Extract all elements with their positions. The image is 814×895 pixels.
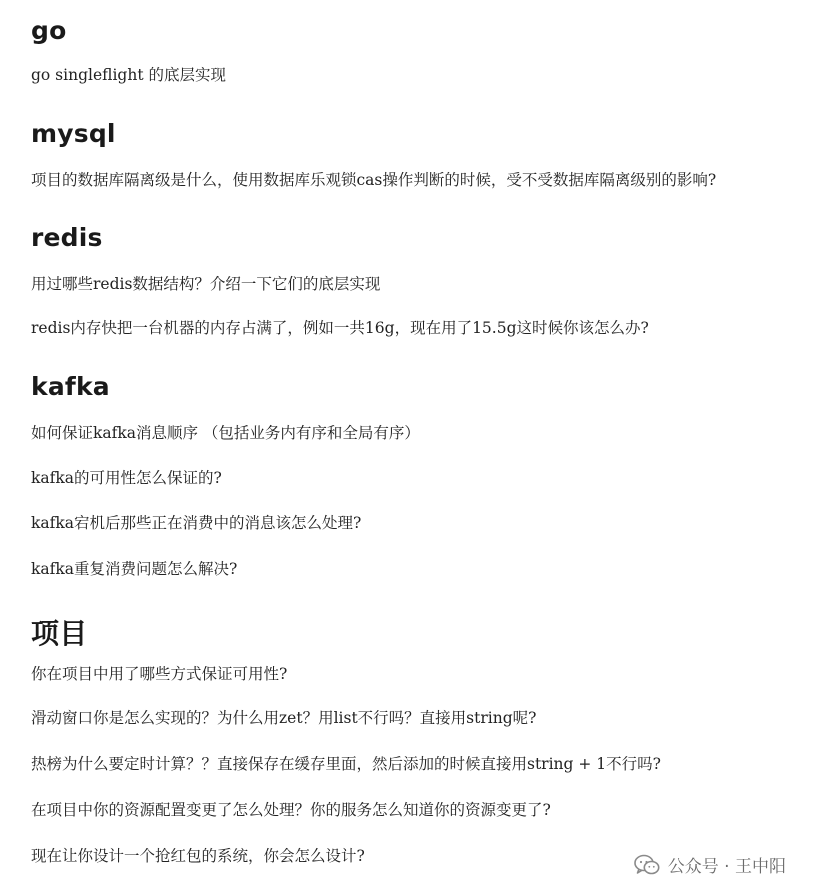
question-item: 你在项目中用了哪些方式保证可用性? xyxy=(31,665,288,683)
question-item: kafka的可用性怎么保证的? xyxy=(31,469,222,487)
section-heading-redis: redis xyxy=(31,223,103,252)
wechat-icon xyxy=(634,854,660,876)
question-item: 用过哪些redis数据结构？介绍一下它们的底层实现 xyxy=(31,275,381,293)
question-item: kafka宕机后那些正在消费中的消息该怎么处理? xyxy=(31,514,362,532)
question-item: 滑动窗口你是怎么实现的？为什么用zet？用list不行吗？直接用string呢? xyxy=(31,709,537,727)
question-item: go singleflight 的底层实现 xyxy=(31,66,226,84)
section-heading-project: 项目 xyxy=(31,617,88,650)
section-heading-go: go xyxy=(31,16,67,45)
question-item: 如何保证kafka消息顺序 （包括业务内有序和全局有序） xyxy=(31,424,420,442)
question-item: 热榜为什么要定时计算？？直接保存在缓存里面，然后添加的时候直接用string + 1不行吗? xyxy=(31,755,661,773)
question-item: 在项目中你的资源配置变更了怎么处理？你的服务怎么知道你的资源变更了? xyxy=(31,801,551,819)
question-item: kafka重复消费问题怎么解决? xyxy=(31,560,238,578)
section-heading-mysql: mysql xyxy=(31,119,116,148)
question-item: redis内存快把一台机器的内存占满了，例如一共16g，现在用了15.5g这时候你该怎么办? xyxy=(31,319,649,337)
question-item: 项目的数据库隔离级是什么，使用数据库乐观锁cas操作判断的时候，受不受数据库隔离级别的影响? xyxy=(31,171,717,189)
watermark xyxy=(634,852,786,877)
question-item: 现在让你设计一个抢红包的系统，你会怎么设计? xyxy=(31,847,365,865)
watermark-text: 公众号 · 王中阳 xyxy=(667,857,786,877)
section-heading-kafka: kafka xyxy=(31,372,110,401)
